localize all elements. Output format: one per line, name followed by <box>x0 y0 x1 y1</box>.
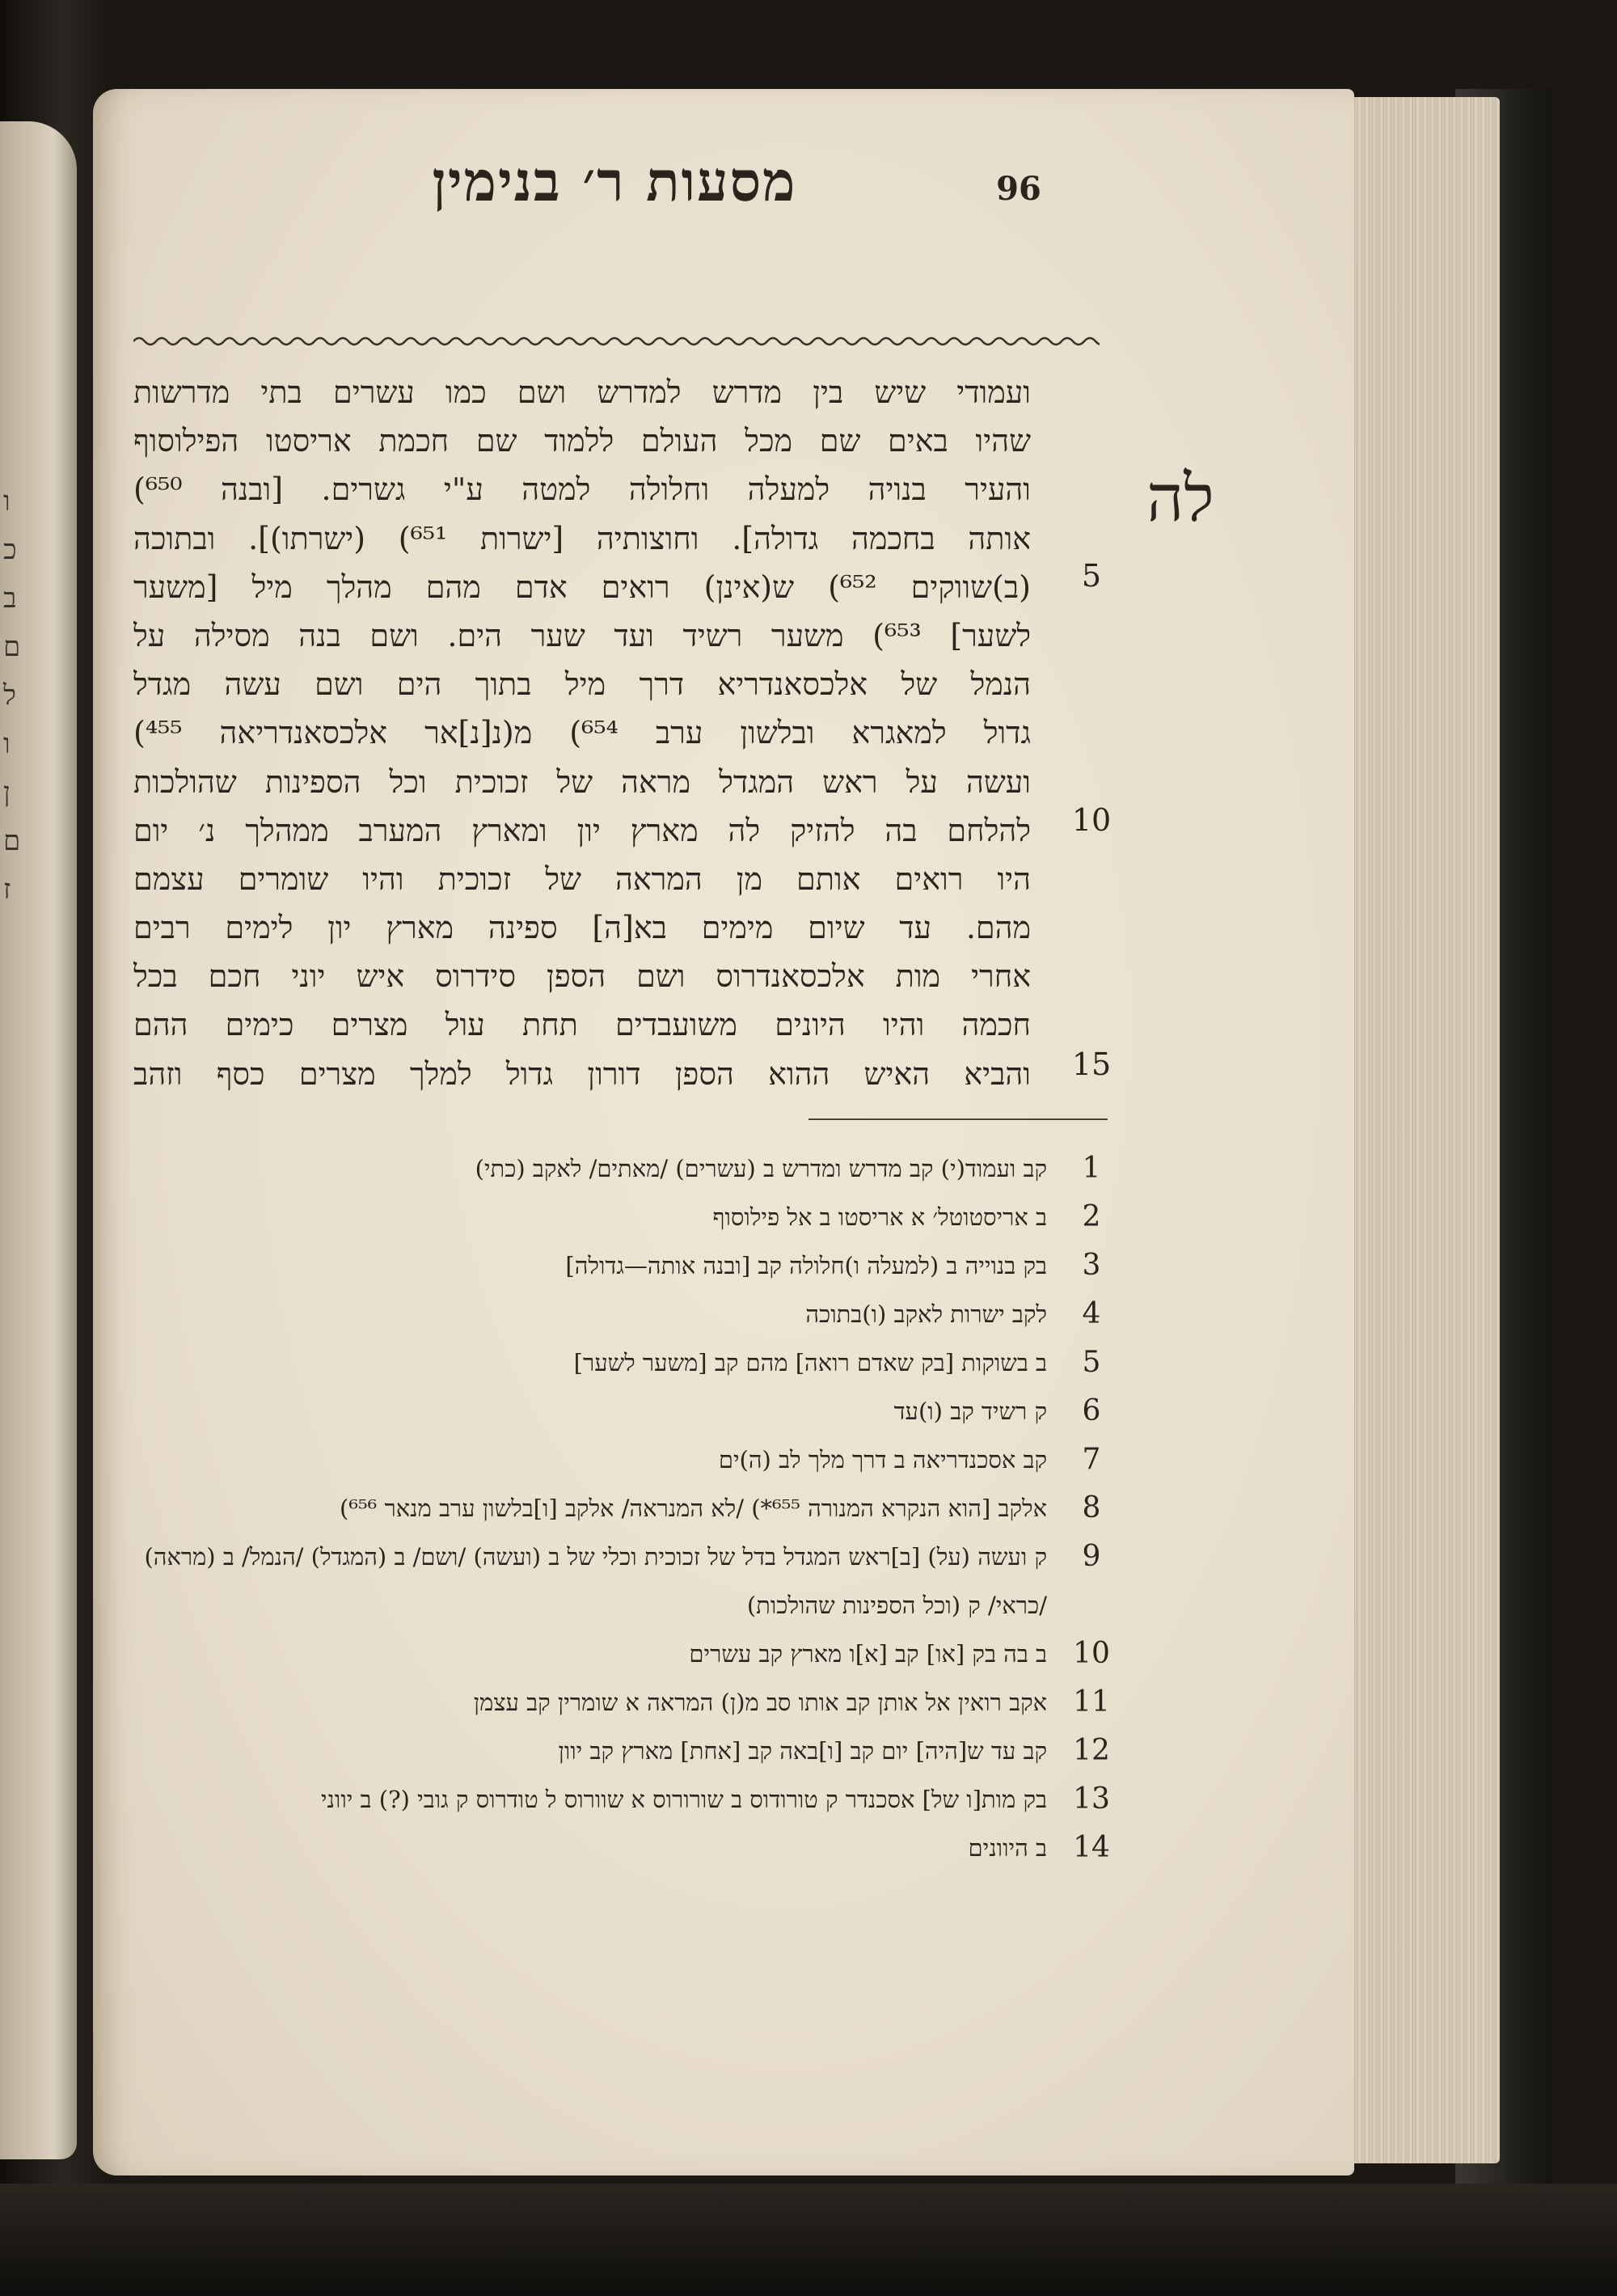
variant-text: ב בשוקות [בק שאדם רואה] מהם קב [משער לשער] <box>573 1349 1047 1376</box>
facing-page-fragment: ו <box>3 485 11 518</box>
variant-entry <box>141 1727 1120 1775</box>
facing-page-fragment: ם <box>3 631 21 663</box>
facing-page-fragment: כ <box>3 534 17 566</box>
running-title: מסעות ר׳ בנימין <box>432 150 797 214</box>
variant-entry <box>141 1144 1120 1193</box>
margin-section-marker: לה <box>1146 461 1214 536</box>
variant-line-number: 3 <box>1082 1249 1101 1282</box>
variant-text: אלקב [הוא הנקרא המנורה ⁶⁵⁵*) /לא המנראה/ אלקב [ו]בלשון ערב מנאר ⁶⁵⁶) <box>340 1495 1047 1522</box>
variant-line-number: 10 <box>1073 1637 1110 1670</box>
variant-line-number: 5 <box>1082 1346 1101 1379</box>
variant-line-number: 9 <box>1082 1540 1101 1573</box>
text-line: מהם. עד שיום מימים בא[ה] ספינה מארץ יון לימים רבים <box>133 910 1031 946</box>
variant-text: קב ועמוד(י) קב מדרש ומדרש ב (עשרים) /מאתים/ לאקב (כתי) <box>475 1155 1047 1182</box>
table-surface <box>0 2184 1617 2296</box>
text-line: חכמה והיו היונים משועבדים תחת עול מצרים כימים ההם <box>133 1007 1031 1043</box>
variant-entry <box>141 1775 1120 1824</box>
main-text-block <box>133 368 1031 1098</box>
text-line: אותה בחכמה גדולה]. וחוצותיה [ישרות ⁶⁵¹) (ישרתו)]. ובתוכה <box>133 520 1031 556</box>
variant-text: ק ועשה (על) [ב]ראש המגדל בדל של זכוכית וכלי של ב (ועשה) /ושם/ ב (המגדל) /הנמל/ ב (מראה) /כראי/ ק (וכל הספינות שהולכות) <box>144 1543 1047 1619</box>
line-number: 10 <box>1071 802 1112 838</box>
facing-page-fragment: ם <box>3 825 21 857</box>
variant-line-number: 7 <box>1082 1443 1101 1476</box>
variant-entry <box>141 1533 1120 1630</box>
text-line: והביא האיש ההוא הספן דורון גדול למלך מצרים כסף וזהב <box>133 1055 1031 1092</box>
variant-text: קב אסכנדריאה ב דרך מלך לב (ה)ים <box>718 1446 1047 1474</box>
variant-text: בק מות[ו של] אסכנדר ק טורודוס ב שורורוס א שוורוס ל טודרוס ק גובי (?) ב יווני <box>320 1786 1047 1813</box>
text-line: אחרי מות אלכסאנדרוס ושם הספן סידרוס איש יוני חכם בכל <box>133 958 1031 995</box>
text-line: לשער] ⁶⁵³) משער רשיד ועד שער הים. ושם בנה מסילה על <box>133 617 1031 653</box>
variant-text: קב עד ש[היה] יום קב [ו]באה קב [אחת] מארץ קב יוון <box>558 1737 1047 1765</box>
variant-entry <box>141 1387 1120 1436</box>
variant-entry <box>141 1436 1120 1484</box>
variant-entry <box>141 1678 1120 1727</box>
text-line: להלחם בה להזיק לה מארץ יון ומארץ המערב ממהלך נ׳ יום <box>133 812 1031 848</box>
facing-page-fragment: ב <box>3 582 17 615</box>
facing-page-fragment: ן <box>3 776 11 809</box>
text-line: שהיו באים שם מכל העולם ללמוד שם חכמת אריסטו הפילוסוף <box>133 423 1031 459</box>
text-line: הנמל של אלכסאנדריא דרך מיל בתוך הים ושם עשה מגדל <box>133 666 1031 703</box>
text-line: היו רואים אותם מן המראה של זכוכית והיו שומרים עצמם <box>133 860 1031 897</box>
variant-text: לקב ישרות לאקב (ו)בתוכה <box>805 1300 1047 1328</box>
facing-page-fragment: ל <box>3 679 16 712</box>
variant-entry <box>141 1193 1120 1241</box>
variant-text: אקב רואין אל אותן קב אותו סב מ(ן) המראה א שומרין קב עצמן <box>473 1689 1047 1716</box>
variant-line-number: 6 <box>1082 1394 1101 1427</box>
variant-line-number: 4 <box>1082 1297 1101 1330</box>
page-number: 96 <box>996 170 1041 208</box>
text-line: ועשה על ראש המגדל מראה של זכוכית וכל הספינות שהולכות <box>133 763 1031 800</box>
variant-line-number: 14 <box>1073 1831 1110 1864</box>
text-line: והעיר בנויה למעלה וחלולה למטה ע"י גשרים. [ובנה ⁶⁵⁰) <box>133 471 1031 508</box>
apparatus-separator <box>808 1118 1108 1120</box>
variant-line-number: 13 <box>1073 1782 1110 1816</box>
variant-apparatus <box>141 1144 1120 1872</box>
line-number: 5 <box>1081 558 1102 594</box>
variant-line-number: 1 <box>1082 1152 1101 1185</box>
variant-text: ב בה בק [או] קב [א]ו מארץ קב עשרים <box>689 1640 1047 1668</box>
variant-text: ב היוונים <box>968 1834 1047 1862</box>
text-line: (ב)שווקים ⁶⁵²) ש(אינן) רואים אדם מהם מהלך מיל [משער <box>133 569 1031 605</box>
facing-page-fragment: ז <box>3 873 11 906</box>
variant-entry <box>141 1824 1120 1872</box>
text-line: ועמודי שיש בין מדרש למדרש ושם כמו עשרים בתי מדרשות <box>133 374 1031 410</box>
variant-entry <box>141 1290 1120 1338</box>
wavy-rule <box>133 332 1100 351</box>
facing-page-text-fragments <box>3 477 27 914</box>
variant-entry <box>141 1630 1120 1678</box>
variant-line-number: 8 <box>1082 1491 1101 1524</box>
variant-text: בק בנוייה ב (למעלה ו)חלולה קב [ובנה אותה—גדולה] <box>565 1252 1047 1279</box>
variant-entry <box>141 1338 1120 1387</box>
variant-line-number: 11 <box>1073 1685 1110 1719</box>
variant-text: ב אריסטוטל׳ א אריסטו ב אל פילוסוף <box>712 1203 1047 1231</box>
facing-page-fragment: ו <box>3 728 11 760</box>
line-number: 15 <box>1071 1047 1112 1082</box>
variant-line-number: 12 <box>1073 1734 1110 1767</box>
variant-entry <box>141 1241 1120 1290</box>
variant-text: ק רשיד קב (ו)עד <box>893 1397 1047 1425</box>
variant-entry <box>141 1484 1120 1533</box>
facing-page <box>0 121 77 2159</box>
text-line: גדול למאגרא ובלשון ערב ⁶⁵⁴) מ(נ[נ]אר אלכסאנדריאה ⁴⁵⁵) <box>133 715 1031 751</box>
variant-line-number: 2 <box>1082 1200 1101 1233</box>
